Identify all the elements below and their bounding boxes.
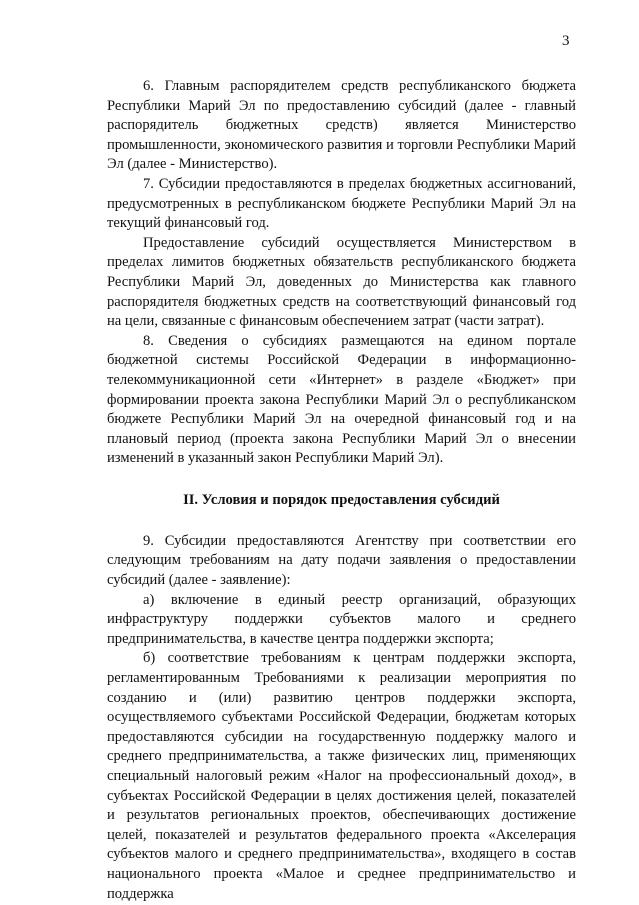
paragraph-9: 9. Субсидии предоставляются Агентству при соответствии его следующим требованиям на дату подачи заявления о предоставлении субсидий (далее - заявление): bbox=[107, 532, 576, 589]
paragraph-8: 8. Сведения о субсидиях размещаются на едином портале бюджетной системы Российской Федерации в информационно-телекоммуникационной сети «Интернет» в разделе «Бюджет» при формировании проекта закона Республики Марий Эл о республиканском бюджете Республики Марий Эл на очередной финансовый год и на плановый период (проекта закона Республики Марий Эл о внесении изменений в указанный закон Республики Марий Эл). bbox=[107, 332, 576, 467]
paragraph-7-continued: Предоставление субсидий осуществляется Министерством в пределах лимитов бюджетных обязательств республиканского бюджета Республики Марий Эл, доведенных до Министерства как главного распорядителя бюджетных средств на соответствующий финансовый год на цели, связанные с финансовым обеспечением затрат (части затрат). bbox=[107, 234, 576, 330]
page-number: 3 bbox=[562, 33, 570, 49]
paragraph-9a: а) включение в единый реестр организаций, образующих инфраструктуру поддержки субъектов малого и среднего предпринимательства, в качестве центра поддержки экспорта; bbox=[107, 591, 576, 647]
document-body bbox=[107, 77, 576, 904]
paragraph-7: 7. Субсидии предоставляются в пределах бюджетных ассигнований, предусмотренных в республиканском бюджете Республики Марий Эл на текущий финансовый год. bbox=[107, 175, 576, 232]
paragraph-6: 6. Главным распорядителем средств республиканского бюджета Республики Марий Эл по предоставлению субсидий (далее - главный распорядитель бюджетных средств) является Министерство промышленности, экономического развития и торговли Республики Марий Эл (далее - Министерство). bbox=[107, 78, 576, 173]
paragraph-9b: б) соответствие требованиям к центрам поддержки экспорта, регламентированным Требованиями к реализации мероприятия по созданию и (или) развитию центров поддержки экспорта, осуществляемого субъектами Российской Федерации, бюджетам которых предоставляются субсидии на государственную поддержку малого и среднего предпринимательства, а также физических лиц, применяющих специальный налоговый режим «Налог на профессиональный доход», в субъектах Российской Федерации в целях достижения целей, показателей и результатов региональных проектов, обеспечивающих достижение целей, показателей и результатов федерального проекта «Акселерация субъектов малого и среднего предпринимательства», входящего в состав национального проекта «Малое и среднее предпринимательство и поддержка bbox=[107, 650, 576, 902]
section-title: II. Условия и порядок предоставления субсидий bbox=[183, 491, 500, 508]
